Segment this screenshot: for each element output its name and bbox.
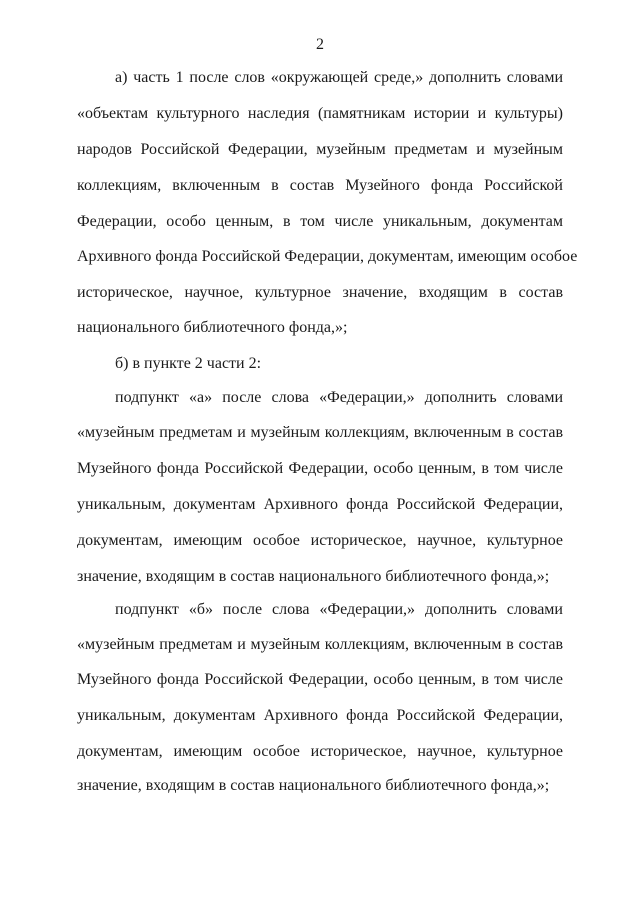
text-line: значение, входящим в состав национального библиотечного фонда,»; (77, 568, 550, 585)
text-line: национального библиотечного фонда,»; (77, 319, 348, 336)
text-line: Музейного фонда Российской Федерации, особо ценным, в том числе (77, 460, 563, 477)
text-line: уникальным, документам Архивного фонда Российской Федерации, (77, 707, 563, 724)
page-number: 2 (316, 36, 324, 53)
text-line: подпункт «б» после слова «Федерации,» дополнить словами (115, 601, 563, 618)
text-line: значение, входящим в состав национального библиотечного фонда,»; (77, 777, 550, 794)
text-line: б) в пункте 2 части 2: (115, 355, 262, 372)
text-line: подпункт «а» после слова «Федерации,» дополнить словами (115, 389, 563, 406)
text-line: документам, имеющим особое историческое, научное, культурное (77, 743, 563, 760)
text-line: историческое, научное, культурное значение, входящим в состав (77, 284, 563, 301)
text-line: «объектам культурного наследия (памятникам истории и культуры) (77, 105, 563, 122)
text-line: коллекциям, включенным в состав Музейного фонда Российской (77, 177, 563, 194)
text-line: Федерации, особо ценным, в том числе уникальным, документам (77, 213, 563, 230)
text-line: Архивного фонда Российской Федерации, документам, имеющим особое (77, 248, 578, 265)
text-line: Музейного фонда Российской Федерации, особо ценным, в том числе (77, 671, 563, 688)
text-line: уникальным, документам Архивного фонда Российской Федерации, (77, 496, 563, 513)
text-line: народов Российской Федерации, музейным предметам и музейным (77, 141, 563, 158)
text-line: а) часть 1 после слов «окружающей среде,» дополнить словами (115, 69, 563, 86)
text-line: «музейным предметам и музейным коллекциям, включенным в состав (77, 424, 563, 441)
text-line: документам, имеющим особое историческое, научное, культурное (77, 532, 563, 549)
text-line: «музейным предметам и музейным коллекциям, включенным в состав (77, 636, 563, 653)
